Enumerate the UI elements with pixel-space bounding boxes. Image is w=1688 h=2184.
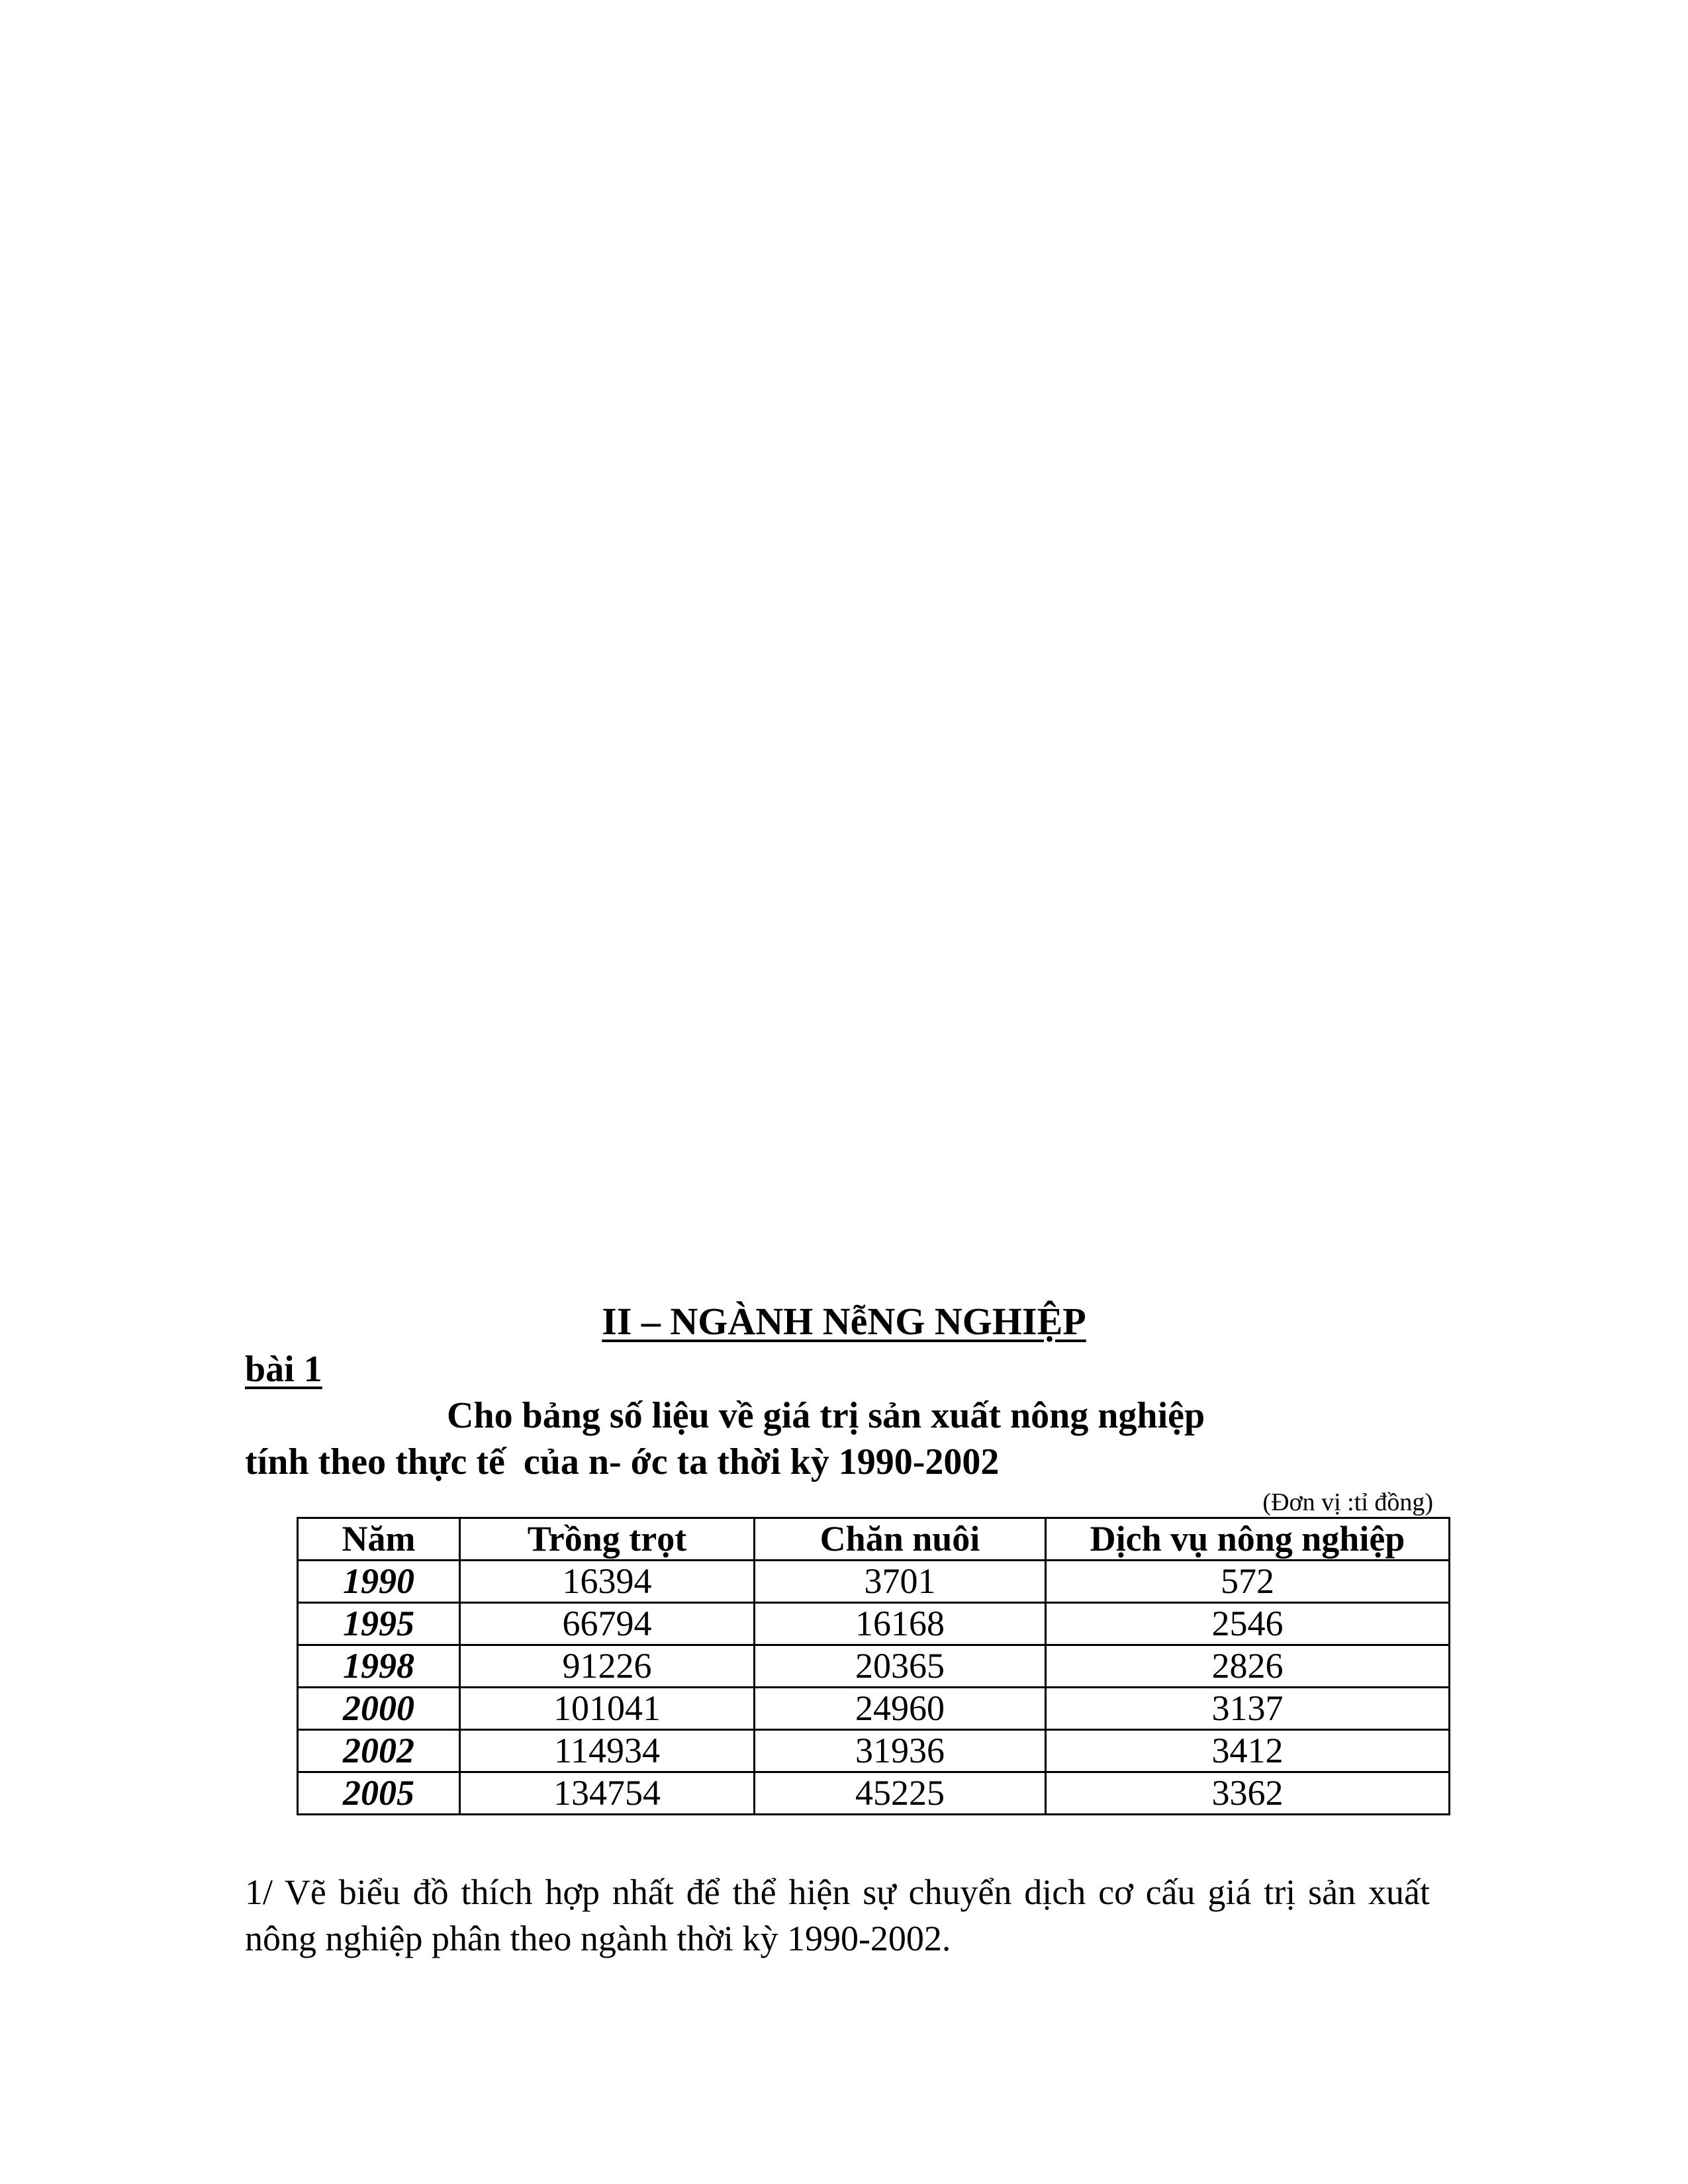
livestock-cell: 16168 <box>755 1603 1046 1645</box>
table-row <box>298 1603 1450 1645</box>
intro-line-2: tính theo thực tế của n- ớc ta thời kỳ 1990-2002 <box>245 1441 1000 1482</box>
year-cell: 2000 <box>298 1688 460 1730</box>
unit-note: (Đơn vị :tỉ đồng) <box>1262 1488 1433 1516</box>
services-cell: 2546 <box>1046 1603 1450 1645</box>
crops-cell: 134754 <box>460 1772 755 1815</box>
services-cell: 3137 <box>1046 1688 1450 1730</box>
intro-line-1: Cho bảng số liệu về giá trị sản xuất nông nghiệp <box>447 1395 1205 1436</box>
services-cell: 3362 <box>1046 1772 1450 1815</box>
column-header-crops: Trồng trọt <box>460 1518 755 1561</box>
table-row <box>298 1645 1450 1688</box>
section-title: II – NGÀNH NễNG NGHIỆP <box>602 1300 1086 1343</box>
services-cell: 3412 <box>1046 1730 1450 1772</box>
question-text: 1/ Vẽ biểu đồ thích hợp nhất để thể hiện sự chuyển dịch cơ cấu giá trị sản xuất nông nghiệp phân theo ngành thời kỳ 1990-2002. <box>245 1872 1430 1958</box>
livestock-cell: 24960 <box>755 1688 1046 1730</box>
table-header-row <box>298 1518 1450 1561</box>
column-header-livestock: Chăn nuôi <box>755 1518 1046 1561</box>
year-cell: 2005 <box>298 1772 460 1815</box>
table-row <box>298 1730 1450 1772</box>
year-cell: 1998 <box>298 1645 460 1688</box>
crops-cell: 114934 <box>460 1730 755 1772</box>
table-row <box>298 1772 1450 1815</box>
livestock-cell: 3701 <box>755 1561 1046 1603</box>
services-cell: 2826 <box>1046 1645 1450 1688</box>
crops-cell: 16394 <box>460 1561 755 1603</box>
year-cell: 1990 <box>298 1561 460 1603</box>
services-cell: 572 <box>1046 1561 1450 1603</box>
livestock-cell: 31936 <box>755 1730 1046 1772</box>
livestock-cell: 20365 <box>755 1645 1046 1688</box>
year-cell: 2002 <box>298 1730 460 1772</box>
exercise-label: bài 1 <box>245 1349 322 1390</box>
crops-cell: 66794 <box>460 1603 755 1645</box>
data-table <box>297 1517 1450 1815</box>
column-header-services: Dịch vụ nông nghiệp <box>1046 1518 1450 1561</box>
year-cell: 1995 <box>298 1603 460 1645</box>
table-row <box>298 1561 1450 1603</box>
table-row <box>298 1688 1450 1730</box>
crops-cell: 101041 <box>460 1688 755 1730</box>
column-header-year: Năm <box>298 1518 460 1561</box>
crops-cell: 91226 <box>460 1645 755 1688</box>
livestock-cell: 45225 <box>755 1772 1046 1815</box>
